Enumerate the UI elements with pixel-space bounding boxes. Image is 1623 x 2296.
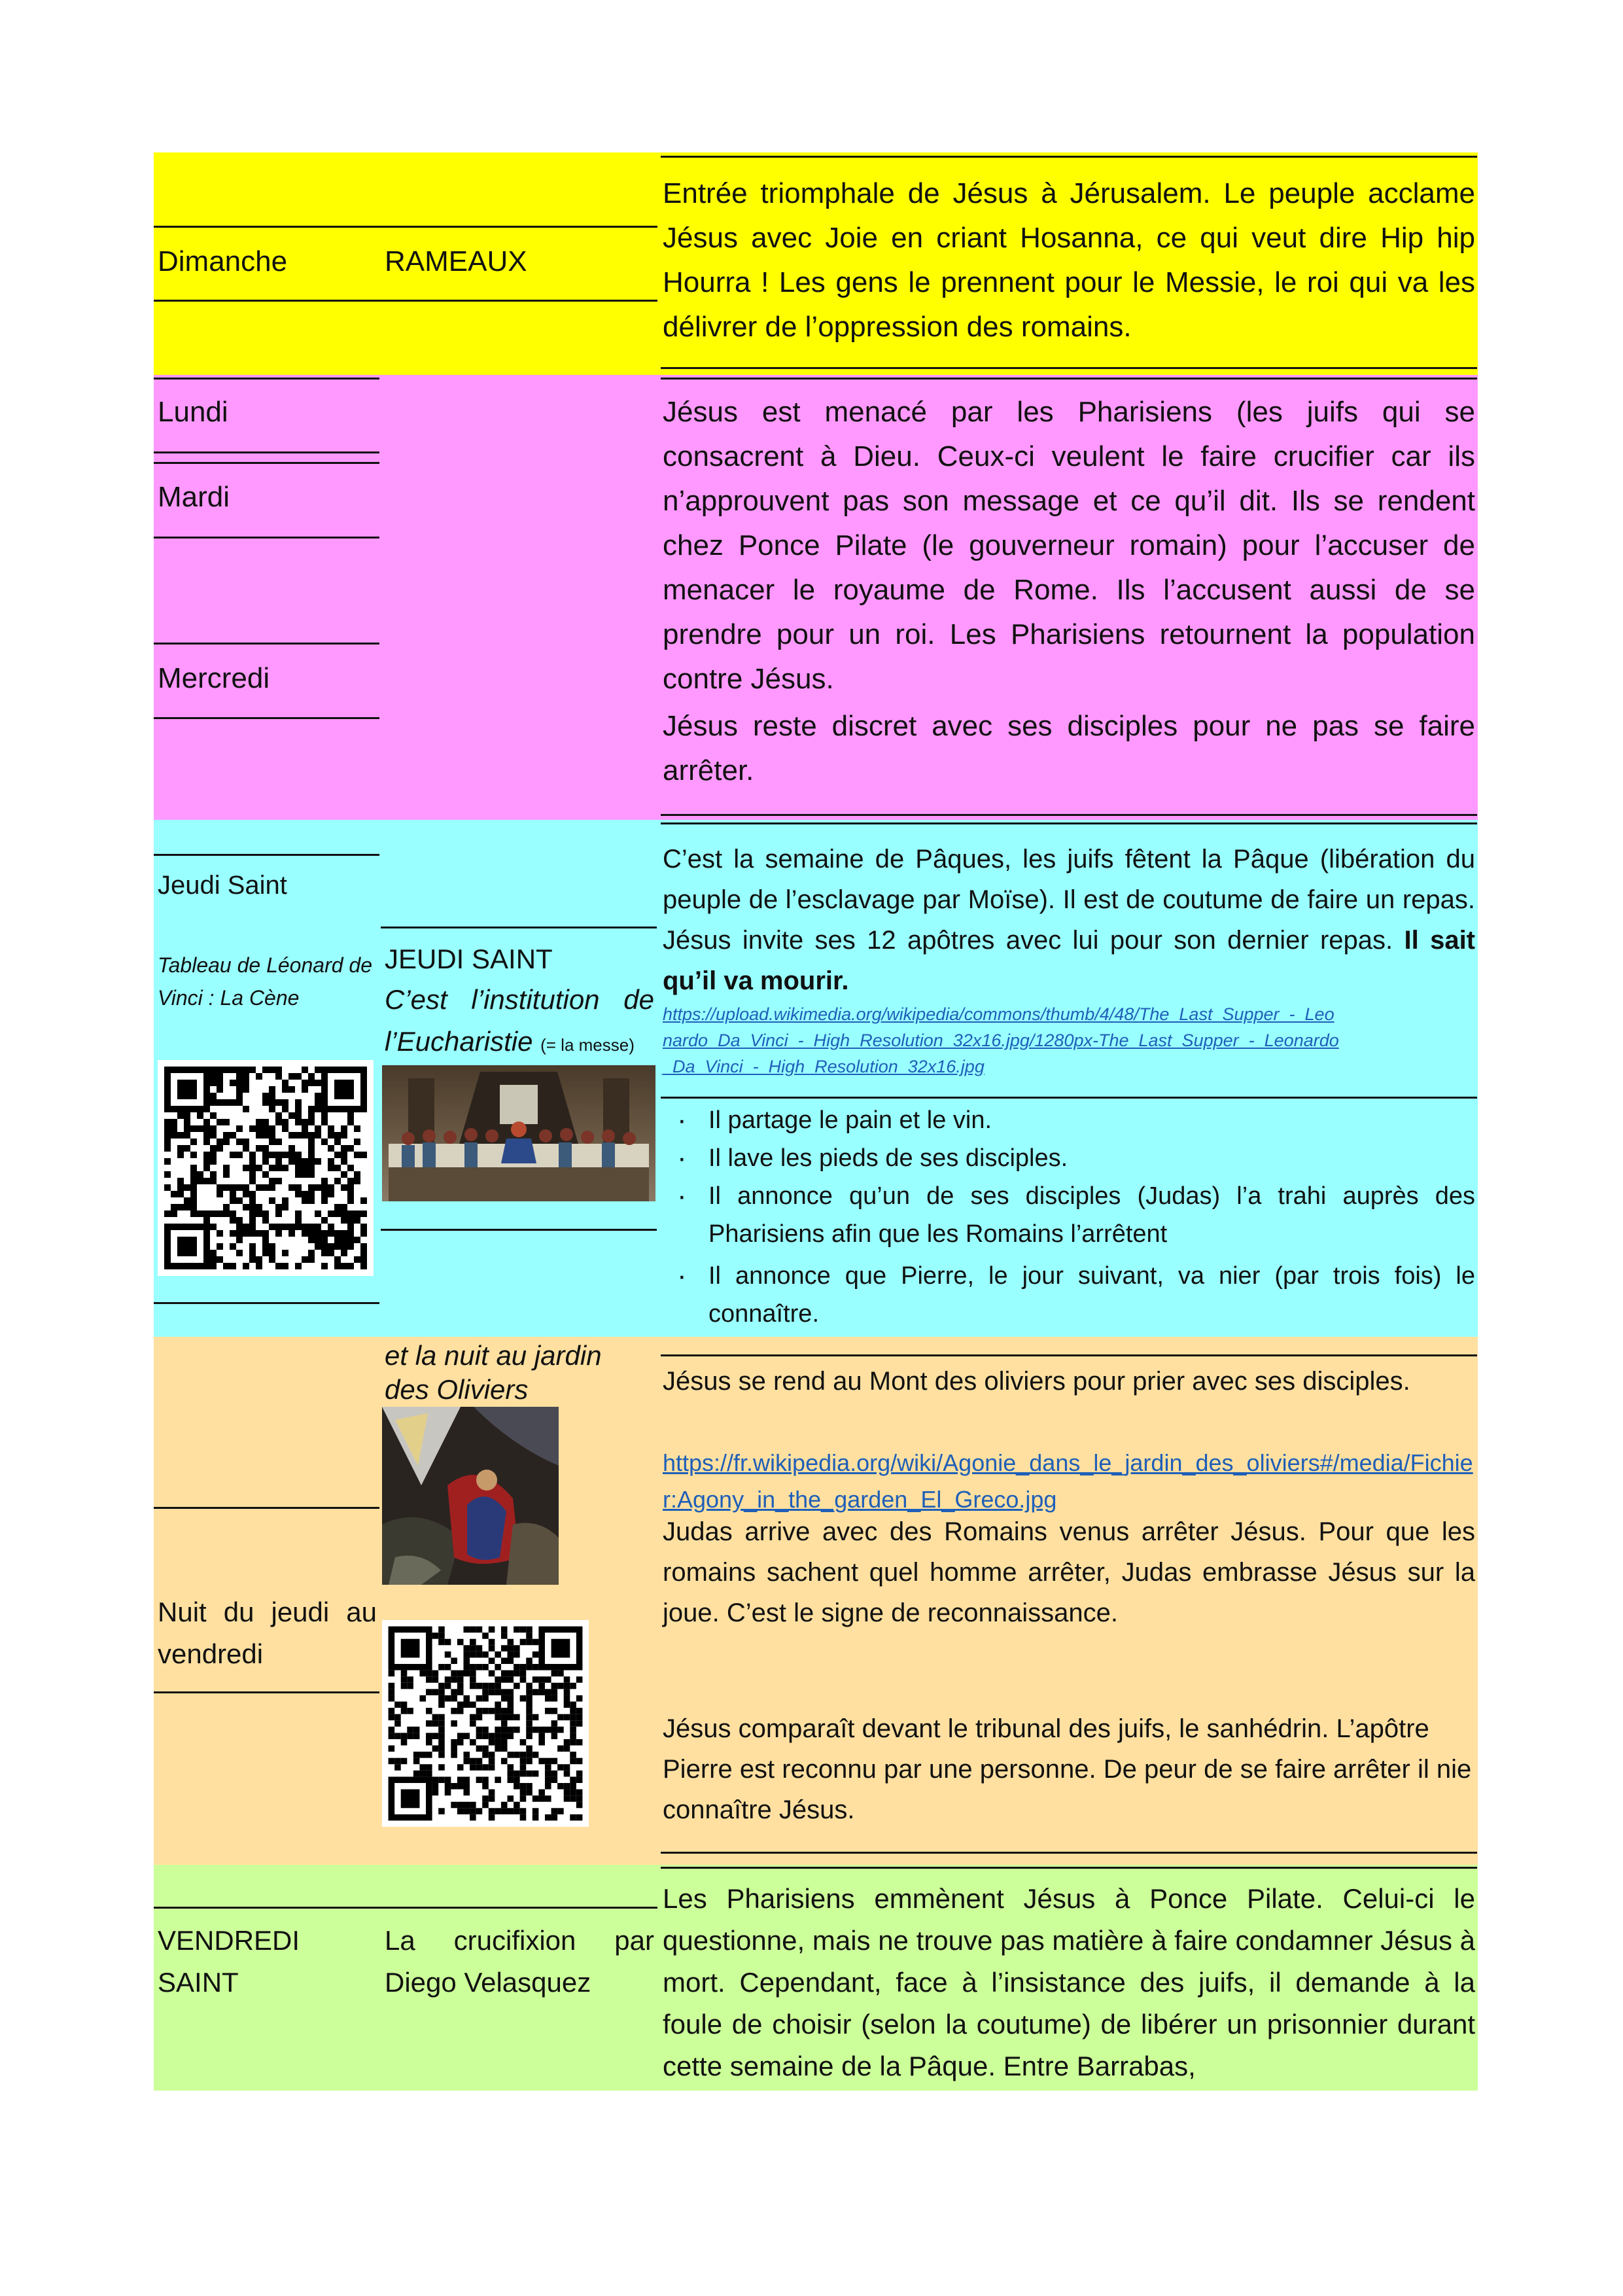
list-item: · Il partage le pain et le vin. [663,1101,1475,1139]
row-divider [661,1852,1477,1854]
day-label-thursday: Jeudi Saint [158,871,287,900]
day-label-monday: Lundi [158,396,228,428]
row-divider [661,822,1477,824]
row-divider [154,451,379,453]
qr-code-icon [382,1620,589,1827]
row-divider [154,1507,379,1509]
row-divider [381,1229,657,1231]
description-sunday: Entrée triomphale de Jésus à Jérusalem. Le peuple acclame Jésus avec Joie en criant Hosanna, ce qui veut dire Hip hip Hourra ! Les gens le prennent pour le Messie, le roi qui va les délivrer de l’oppression des romains. [663,177,1475,343]
row-divider [661,378,1477,380]
event-label-olive-garden: et la nuit au jardin des Oliviers [385,1340,602,1405]
row-divider [154,1302,379,1304]
event-note: (= la messe) [540,1035,635,1055]
list-item: · Il annonce que Pierre, le jour suivant, va nier (par trois fois) le connaître. [663,1257,1475,1333]
row-divider [661,1354,1477,1356]
link-agony-garden[interactable]: https://fr.wikipedia.org/wiki/Agonie_dans_le_jardin_des_oliviers#/media/Fichier:Agony_in_the_garden_El_Greco.jpg [663,1449,1473,1513]
row-divider [154,854,379,856]
row-divider [154,1691,379,1693]
row-divider [154,717,379,719]
thursday-bullet-list [663,1101,1475,1333]
description-weekdays-2: Jésus reste discret avec ses disciples pour ne pas se faire arrêter. [663,710,1475,786]
row-divider [661,1867,1477,1869]
event-label-rameaux: RAMEAUX [385,245,527,277]
day-label-wednesday: Mercredi [158,662,270,694]
description-thursday-text: C’est la semaine de Pâques, les juifs fêtent la Pâque (libération du peuple de l’esclavage par Moïse). Il est de coutume de faire un repas. Jésus invite ses 12 apôtres avec lui pour son dernier repas. [663,845,1475,955]
row-divider [154,226,657,228]
day-label-night: Nuit du jeudi au vendredi [158,1597,377,1669]
row-divider [154,643,379,645]
row-divider [381,927,657,928]
row-divider [154,300,657,302]
description-thursday-bold: Il sait qu’il va mourir. [663,926,1476,995]
event-subtitle-eucharist [385,979,654,1066]
row-divider [661,814,1477,816]
painting-caption-last-supper: Tableau de Léonard de Vinci : La Cène [158,953,372,1010]
row-divider [154,1907,657,1909]
description-night-3: Jésus comparaît devant le tribunal des juifs, le sanhédrin. L’apôtre Pierre est reconnu par une personne. De peur de se faire arrêter il nie connaître Jésus. [663,1714,1472,1824]
row-divider [154,537,379,539]
link-last-supper[interactable]: https://upload.wikimedia.org/wikipedia/commons/thumb/4/48/The_Last_Supper_-_Leonardo_Da_Vinci_-_High_Resolution_32x16.jpg/1280px-The_Last_Supper_-_Leonardo_Da_Vinci_-_High_Resolution_32x16.jpg [663,1004,1339,1076]
last-supper-painting [382,1065,655,1201]
row-divider [661,1097,1477,1099]
row-divider [661,367,1477,369]
event-title-thursday: JEUDI SAINT [385,944,553,974]
description-night-1: Jésus se rend au Mont des oliviers pour prier avec ses disciples. [663,1367,1410,1396]
event-subtitle-text: C’est l’institution de l’Eucharistie [385,984,654,1057]
qr-code-olive-garden[interactable] [382,1620,589,1827]
description-thursday [663,839,1475,1001]
day-label-sunday: Dimanche [158,245,288,277]
description-weekdays: Jésus est menacé par les Pharisiens (les juifs qui se consacrent à Dieu. Ceux-ci veulent le faire crucifier car ils n’approuvent pas son message et ce qu’il dit. Ils se rendent chez Ponce Pilate (le gouverneur romain) pour l’accuser de menacer le royaume de Rome. Ils l’accusent aussi de se prendre pour un roi. Les Pharisiens retournent la population contre Jésus. [663,396,1475,695]
event-label-crucifixion: La crucifixion par Diego Velasquez [385,1925,654,1998]
row-divider [154,378,379,380]
list-item: · Il lave les pieds de ses disciples. [663,1139,1475,1177]
row-divider [661,156,1477,158]
agony-garden-painting [382,1407,559,1585]
day-label-tuesday: Mardi [158,481,230,513]
description-night-2: Judas arrive avec des Romains venus arrêter Jésus. Pour que les romains sachent quel homme arrêter, Judas embrasse Jésus sur la joue. C’est le signe de reconnaissance. [663,1517,1475,1627]
qr-code-icon [158,1060,374,1276]
list-item: · Il annonce qu’un de ses disciples (Judas) l’a trahi auprès des Pharisiens afin que les Romains l’arrêtent [663,1177,1475,1253]
description-friday: Les Pharisiens emmènent Jésus à Ponce Pilate. Celui-ci le questionne, mais ne trouve pas matière à faire condamner Jésus à mort. Cependant, face à l’insistance des juifs, il demande à la foule de choisir (selon la coutume) de libérer un prisonnier durant cette semaine de la Pâque. Entre Barrabas, [663,1883,1476,2081]
row-divider [154,462,379,464]
qr-code-last-supper[interactable] [158,1060,374,1276]
day-label-friday: VENDREDI SAINT [158,1925,300,1998]
